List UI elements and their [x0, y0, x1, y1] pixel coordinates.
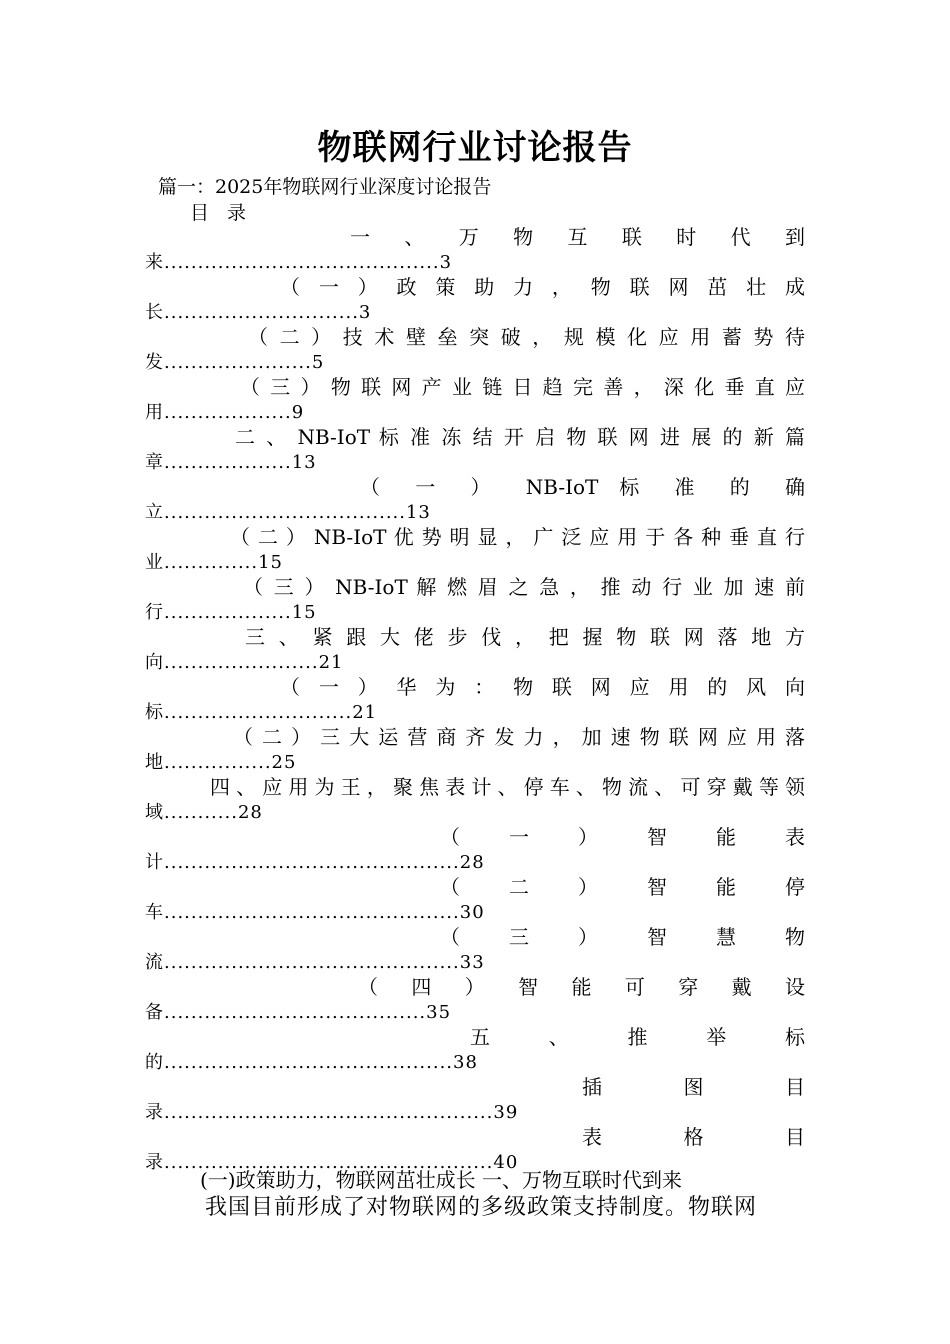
toc-entry-title: （ 二 ） 智 能 停 [440, 875, 805, 899]
toc-entry-leader-page: 向.......................21 [145, 652, 344, 673]
toc-entry-title: 三 、 紧 跟 大 佬 步 伐 ， 把 握 物 联 网 落 地 方 [245, 625, 805, 649]
toc-entry[interactable] [145, 575, 805, 625]
toc-entry-leader-page: 录.................................................40 [145, 1152, 519, 1173]
toc-entry-title: 一 、 万 物 互 联 时 代 到 [350, 225, 805, 249]
toc-heading: 目 录 [190, 202, 253, 224]
toc-entry-title: 四、应用为王，聚焦表计、停车、物流、可穿戴等领 [210, 775, 805, 799]
toc-entry[interactable] [145, 875, 805, 925]
toc-entry-title: （ 一 ） NB-IoT 标 准 的 确 [360, 475, 805, 499]
toc-entry[interactable] [145, 425, 805, 475]
toc-entry[interactable] [145, 1025, 805, 1075]
toc-entry-title: （ 二 ） 三 大 运 营 商 齐 发 力 ， 加 速 物 联 网 应 用 落 [233, 725, 805, 749]
document-title: 物联网行业讨论报告 [317, 128, 633, 168]
toc-entry[interactable] [145, 1075, 805, 1125]
toc-entry-leader-page: 车............................................30 [145, 902, 485, 923]
body-paragraph-text: 我国目前形成了对物联网的多级政策支持制度。物联网 [205, 1195, 758, 1220]
toc-entry-title: （ 四 ） 智 能 可 穿 戴 设 [358, 975, 805, 999]
toc-entry-leader-page: 来.........................................3 [145, 252, 453, 273]
toc-entry[interactable] [145, 225, 805, 275]
toc-entry-leader-page: 的...........................................38 [145, 1052, 478, 1073]
toc-entry[interactable] [145, 525, 805, 575]
toc-entry-leader-page: 长.............................3 [145, 302, 372, 323]
toc-entry-leader-page: 行...................15 [145, 602, 317, 623]
toc-entry-title: （ 三 ） NB-IoT 解 燃 眉 之 急 ， 推 动 行 业 加 速 前 [243, 575, 805, 599]
toc-entry-title: （ 三 ） 智 慧 物 [440, 925, 805, 949]
toc-entry[interactable] [145, 725, 805, 775]
toc-entry[interactable] [145, 825, 805, 875]
toc-entry[interactable] [145, 675, 805, 725]
toc-entry-title: 表 格 目 [582, 1125, 805, 1149]
toc-entry-title: （ 一 ） 智 能 表 [440, 825, 805, 849]
toc-entry-leader-page: 标............................21 [145, 702, 378, 723]
toc-entry-title: （ 二 ） 技 术 壁 垒 突 破 ， 规 模 化 应 用 蓄 势 待 [248, 325, 805, 349]
toc-entry[interactable] [145, 625, 805, 675]
toc-entry-title: 五 、 推 举 标 [470, 1025, 805, 1049]
toc-entry-title: （ 一 ） 政 策 助 力 ， 物 联 网 茁 壮 成 [280, 275, 805, 299]
document-subtitle: 篇一：2025年物联网行业深度讨论报告 [158, 176, 492, 198]
toc-entry-title: （ 三 ） 物 联 网 产 业 链 日 趋 完 善 ， 深 化 垂 直 应 [240, 375, 805, 399]
toc-entry-leader-page: 章...................13 [145, 452, 317, 473]
body-paragraph-heading: (一)政策助力，物联网茁壮成长 一、万物互联时代到来 [200, 1168, 682, 1192]
toc-entry[interactable] [145, 325, 805, 375]
toc-entry[interactable] [145, 375, 805, 425]
toc-entry-leader-page: 业..............15 [145, 552, 284, 573]
toc-entry-leader-page: 计............................................28 [145, 852, 485, 873]
toc-entry-title: 二 、 NB-IoT 标 准 冻 结 开 启 物 联 网 进 展 的 新 篇 [235, 425, 805, 449]
toc-entry-leader-page: 录.................................................39 [145, 1102, 519, 1123]
toc-entry[interactable] [145, 275, 805, 325]
toc-entry-leader-page: 立....................................13 [145, 502, 431, 523]
toc-entry-leader-page: 地................25 [145, 752, 297, 773]
toc-entry[interactable] [145, 475, 805, 525]
toc-entry-title: 插 图 目 [582, 1075, 805, 1099]
toc-entry-leader-page: 用...................9 [145, 402, 305, 423]
table-of-contents [145, 225, 805, 1175]
toc-entry[interactable] [145, 775, 805, 825]
toc-entry-leader-page: 备.......................................35 [145, 1002, 452, 1023]
toc-entry-leader-page: 流............................................33 [145, 952, 485, 973]
toc-entry-title: （ 二 ） NB-IoT 优 势 明 显 ， 广 泛 应 用 于 各 种 垂 直 行 [230, 525, 805, 549]
toc-entry[interactable] [145, 925, 805, 975]
toc-entry-leader-page: 发......................5 [145, 352, 325, 373]
toc-entry-leader-page: 域...........28 [145, 802, 263, 823]
toc-entry[interactable] [145, 975, 805, 1025]
toc-entry-title: （ 一 ） 华 为 ： 物 联 网 应 用 的 风 向 [280, 675, 805, 699]
